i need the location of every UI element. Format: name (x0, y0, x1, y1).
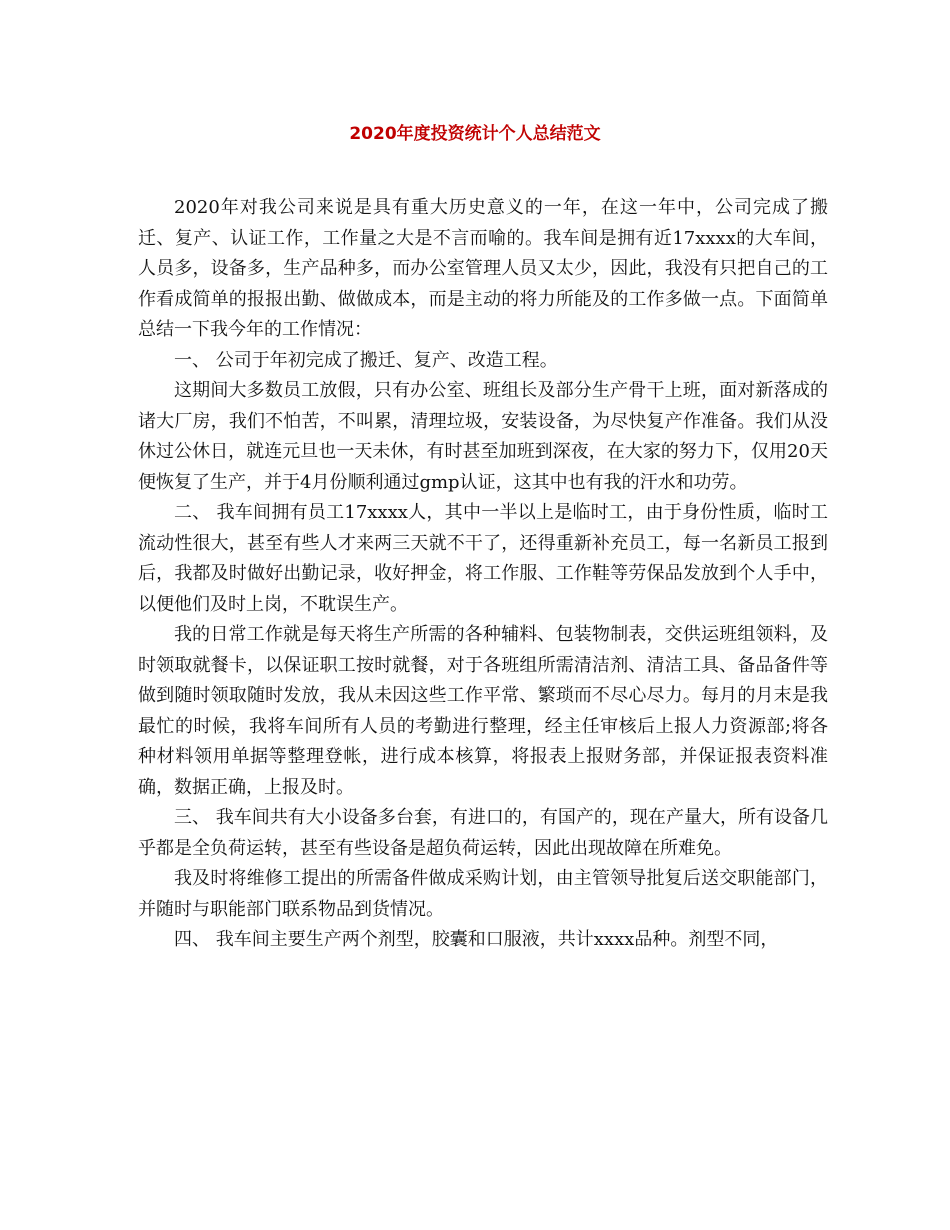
paragraph-section-3-body: 我及时将维修工提出的所需备件做成采购计划，由主管领导批复后送交职能部门，并随时与职能部门联系物品到货情况。 (138, 868, 828, 920)
document-title: 2020年度投资统计个人总结范文 (349, 124, 601, 144)
paragraph-section-1-body: 这期间大多数员工放假，只有办公室、班组长及部分生产骨干上班，面对新落成的诸大厂房，我们不怕苦，不叫累，清理垃圾，安装设备，为尽快复产作准备。我们从没休过公休日，就连元旦也一天未休，有时甚至加班到深夜，在大家的努力下，仅用20天便恢复了生产，并于4月份顺利通过gmp认证，这其中也有我的汗水和功劳。 (138, 380, 828, 493)
paragraph-section-1-heading: 一、 公司于年初完成了搬迁、复产、改造工程。 (174, 349, 558, 371)
paragraph-daily-work: 我的日常工作就是每天将生产所需的各种辅料、包装物制表，交供运班组领料，及时领取就餐卡，以保证职工按时就餐，对于各班组所需清洁剂、清洁工具、备品备件等做到随时领取随时发放，我从未因这些工作平常、繁琐而不尽心尽力。每月的月末是我最忙的时候，我将车间所有人员的考勤进行整理，经主任审核后上报人力资源部;将各种材料领用单据等整理登帐，进行成本核算，将报表上报财务部，并保证报表资料准确，数据正确，上报及时。 (138, 624, 828, 798)
paragraph-intro: 2020年对我公司来说是具有重大历史意义的一年，在这一年中，公司完成了搬迁、复产、认证工作，工作量之大是不言而喻的。我车间是拥有近17xxxx的大车间，人员多，设备多，生产品种多，而办公室管理人员又太少，因此，我没有只把自己的工作看成简单的报报出勤、做做成本，而是主动的将力所能及的工作多做一点。下面简单总结一下我今年的工作情况： (138, 197, 828, 340)
document-body (138, 193, 828, 956)
paragraph-section-3-heading: 三、 我车间共有大小设备多台套，有进口的，有国产的，现在产量大，所有设备几乎都是全负荷运转，甚至有些设备是超负荷运转，因此出现故障在所难免。 (138, 807, 828, 859)
paragraph-section-2-heading: 二、 我车间拥有员工17xxxx人，其中一半以上是临时工，由于身份性质，临时工流动性很大，甚至有些人才来两三天就不干了，还得重新补充员工，每一名新员工报到后，我都及时做好出勤记录，收好押金，将工作服、工作鞋等劳保品发放到个人手中，以便他们及时上岗，不耽误生产。 (138, 502, 828, 615)
paragraph-section-4-heading: 四、 我车间主要生产两个剂型，胶囊和口服液，共计xxxx品种。剂型不同， (174, 929, 779, 950)
